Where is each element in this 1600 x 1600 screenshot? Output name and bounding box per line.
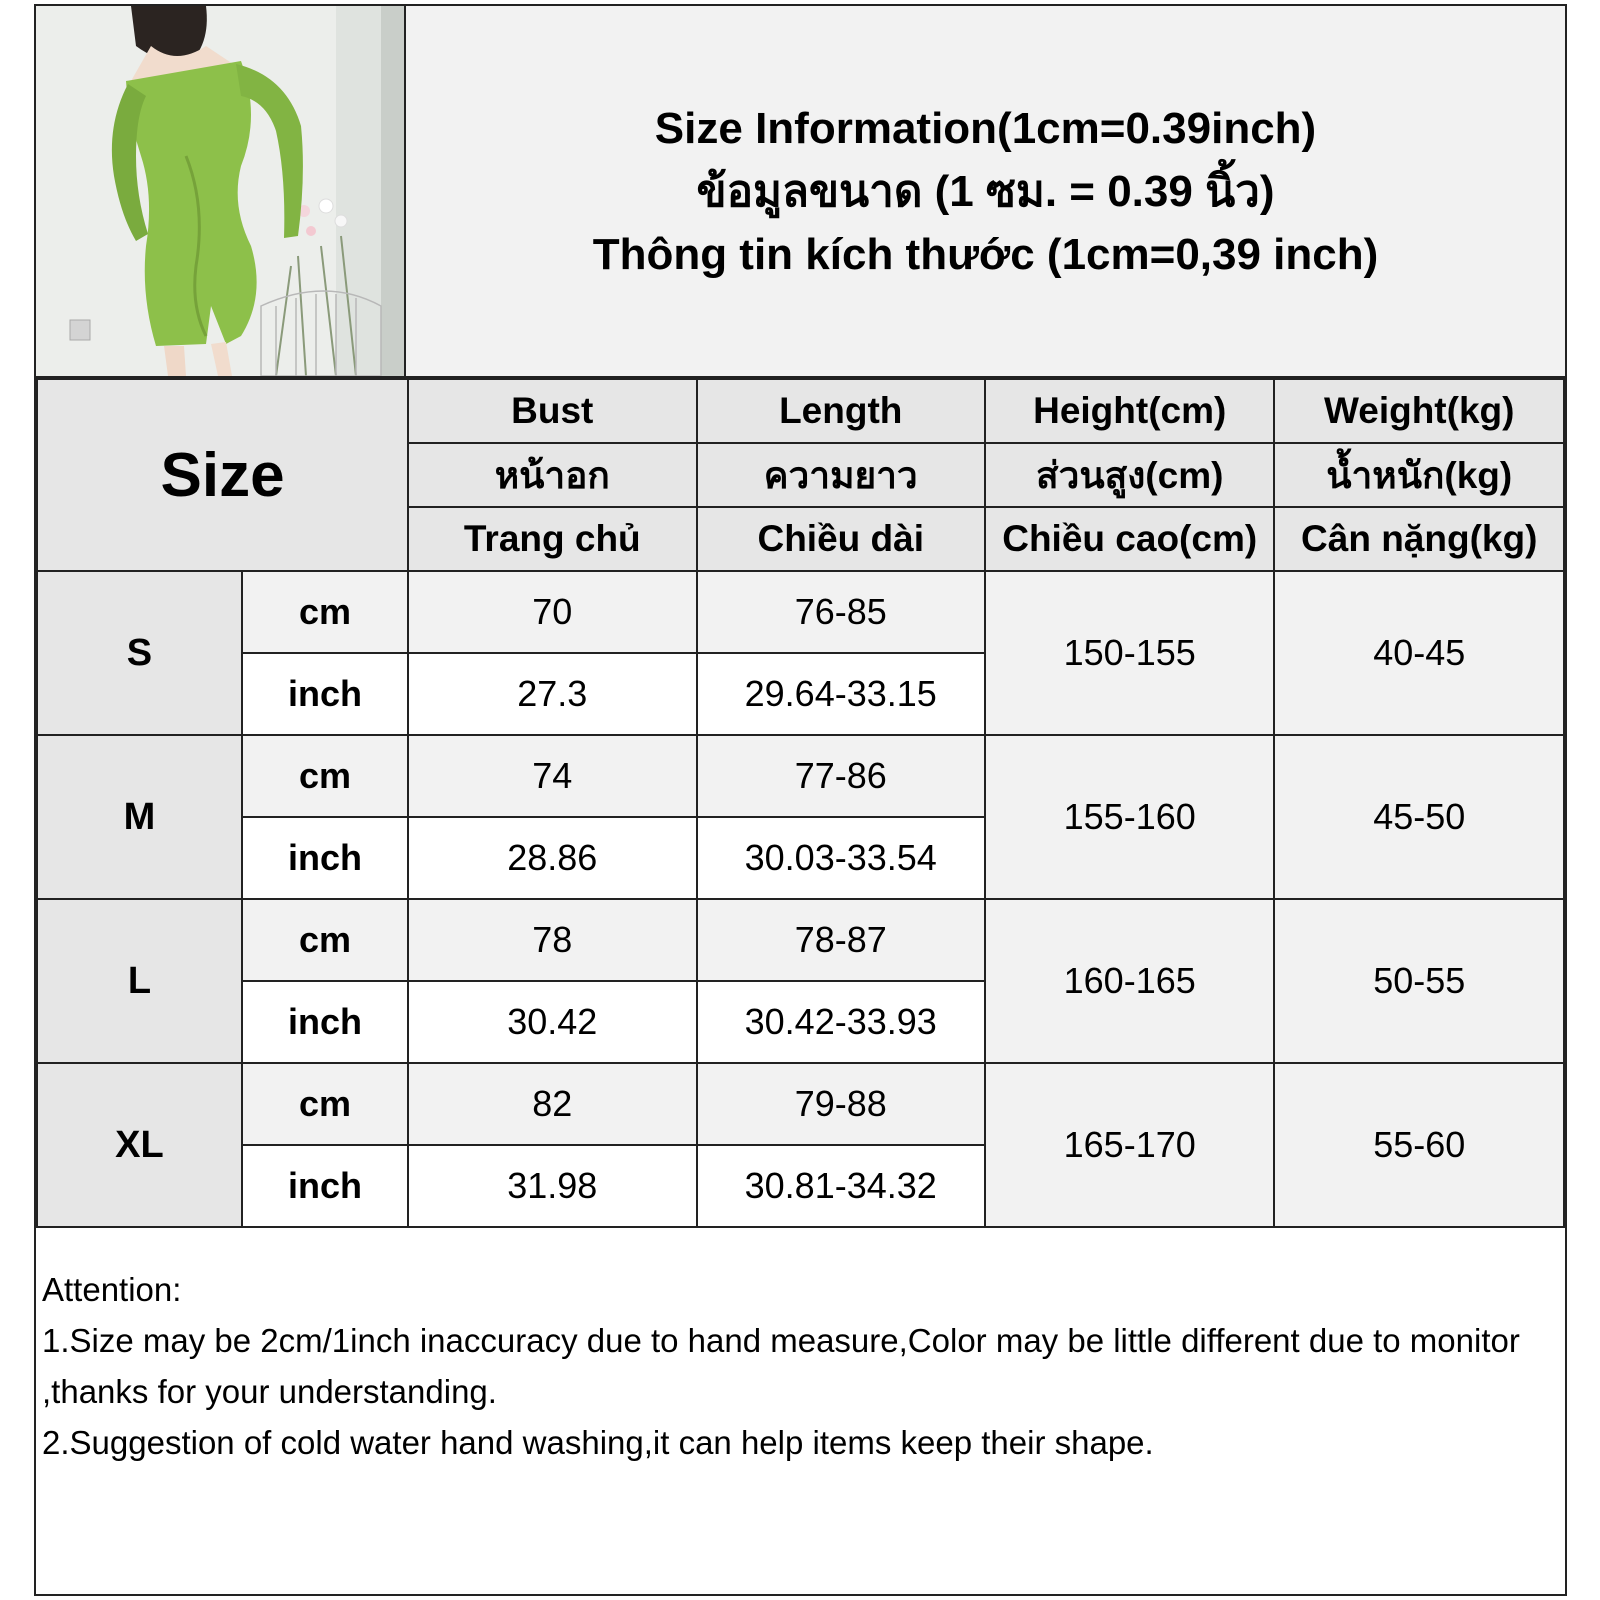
- header-length-vietnamese: Chiều dài: [697, 507, 985, 571]
- height-range: 160-165: [985, 899, 1274, 1063]
- bust-cm: 74: [408, 735, 696, 817]
- bust-inch: 30.42: [408, 981, 696, 1063]
- table-row: [37, 899, 1564, 981]
- bust-cm: 78: [408, 899, 696, 981]
- weight-range: 45-50: [1274, 735, 1564, 899]
- weight-range: 40-45: [1274, 571, 1564, 735]
- header-length: Length: [697, 379, 985, 443]
- unit-label: cm: [242, 571, 408, 653]
- header-weight-thai: น้ำหนัก(kg): [1274, 443, 1564, 507]
- size-label: M: [37, 735, 242, 899]
- length-inch: 30.03-33.54: [697, 817, 985, 899]
- header-bust-vietnamese: Trang chủ: [408, 507, 696, 571]
- product-photo: [36, 6, 406, 376]
- size-label: L: [37, 899, 242, 1063]
- note-item: 1.Size may be 2cm/1inch inaccuracy due to hand measure,Color may be little different due to monitor ,thanks for your understanding.: [42, 1322, 1520, 1410]
- header-bust: Bust: [408, 379, 696, 443]
- table-row: [37, 1063, 1564, 1145]
- height-range: 150-155: [985, 571, 1274, 735]
- length-inch: 29.64-33.15: [697, 653, 985, 735]
- header-weight-vietnamese: Cân nặng(kg): [1274, 507, 1564, 571]
- title-block: [406, 6, 1565, 376]
- unit-label: inch: [242, 981, 408, 1063]
- length-cm: 77-86: [697, 735, 985, 817]
- note-item: 2.Suggestion of cold water hand washing,it can help items keep their shape.: [42, 1424, 1154, 1461]
- height-range: 155-160: [985, 735, 1274, 899]
- size-label: S: [37, 571, 242, 735]
- bust-inch: 28.86: [408, 817, 696, 899]
- header-length-thai: ความยาว: [697, 443, 985, 507]
- bust-inch: 27.3: [408, 653, 696, 735]
- header-height-vietnamese: Chiều cao(cm): [985, 507, 1274, 571]
- bust-cm: 70: [408, 571, 696, 653]
- table-row: [37, 571, 1564, 653]
- length-inch: 30.81-34.32: [697, 1145, 985, 1227]
- unit-label: cm: [242, 1063, 408, 1145]
- unit-label: inch: [242, 1145, 408, 1227]
- bust-cm: 82: [408, 1063, 696, 1145]
- size-table: [36, 378, 1565, 1228]
- attention-notes: [42, 1264, 1557, 1468]
- title-english: Size Information(1cm=0.39inch): [654, 103, 1317, 153]
- length-inch: 30.42-33.93: [697, 981, 985, 1063]
- header-section: [36, 6, 1565, 378]
- header-row-english: [37, 379, 1564, 443]
- unit-label: cm: [242, 899, 408, 981]
- length-cm: 76-85: [697, 571, 985, 653]
- table-row: [37, 735, 1564, 817]
- unit-label: cm: [242, 735, 408, 817]
- title-thai: ข้อมูลขนาด (1 ซม. = 0.39 นิ้ว): [696, 166, 1275, 216]
- unit-label: inch: [242, 653, 408, 735]
- product-photo-illustration: [36, 6, 404, 376]
- size-chart: [34, 4, 1567, 1596]
- header-height-thai: ส่วนสูง(cm): [985, 443, 1274, 507]
- size-label: XL: [37, 1063, 242, 1227]
- height-range: 165-170: [985, 1063, 1274, 1227]
- length-cm: 79-88: [697, 1063, 985, 1145]
- notes-heading: Attention:: [42, 1271, 182, 1308]
- length-cm: 78-87: [697, 899, 985, 981]
- weight-range: 50-55: [1274, 899, 1564, 1063]
- header-weight: Weight(kg): [1274, 379, 1564, 443]
- bust-inch: 31.98: [408, 1145, 696, 1227]
- size-column-header: Size: [37, 379, 408, 571]
- unit-label: inch: [242, 817, 408, 899]
- header-bust-thai: หน้าอก: [408, 443, 696, 507]
- weight-range: 55-60: [1274, 1063, 1564, 1227]
- title-vietnamese: Thông tin kích thước (1cm=0,39 inch): [592, 229, 1379, 279]
- header-height: Height(cm): [985, 379, 1274, 443]
